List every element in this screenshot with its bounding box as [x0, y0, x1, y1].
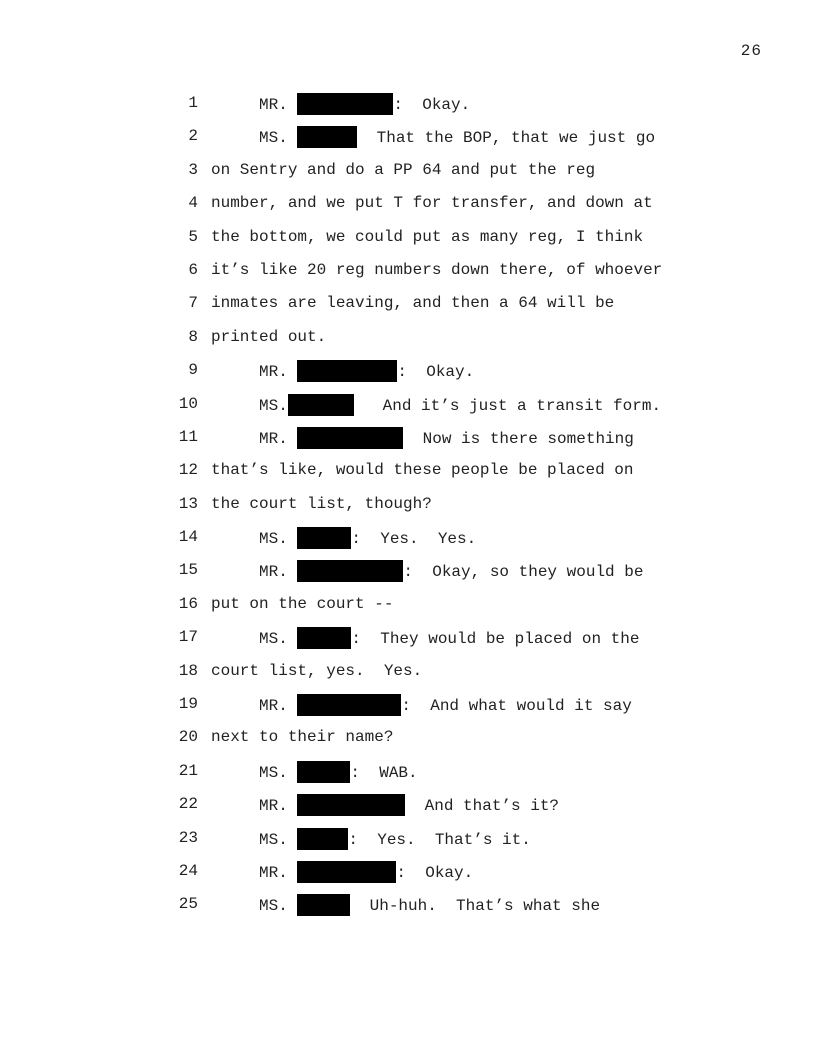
- transcript-line: [0, 193, 816, 226]
- redaction-bar: [288, 394, 354, 416]
- transcript-line: [0, 828, 816, 861]
- line-text: [259, 93, 470, 115]
- line-number: 3: [188, 160, 198, 179]
- text-segment: : They would be placed on the: [351, 630, 640, 649]
- line-text: [211, 594, 393, 614]
- transcript-line: [0, 227, 816, 260]
- line-text: [259, 126, 655, 148]
- line-number: 23: [178, 828, 198, 847]
- line-text: [259, 360, 474, 382]
- line-number: 9: [188, 361, 198, 380]
- transcript-line: [0, 894, 816, 927]
- redaction-bar: [297, 627, 351, 649]
- line-number: 10: [178, 394, 198, 413]
- transcript-line: [0, 794, 816, 827]
- redaction-bar: [297, 828, 348, 850]
- line-text: [259, 560, 643, 582]
- line-number: 16: [178, 594, 198, 613]
- text-segment: : Yes. That’s it.: [348, 830, 531, 849]
- text-segment: court list, yes. Yes.: [211, 661, 423, 680]
- line-text: [211, 260, 662, 280]
- text-segment: printed out.: [211, 327, 327, 346]
- line-number: 21: [178, 761, 198, 780]
- line-number: 15: [178, 561, 198, 580]
- text-segment: MS.: [259, 530, 298, 549]
- redaction-bar: [297, 527, 351, 549]
- line-number: 8: [188, 327, 198, 346]
- text-segment: MS.: [259, 897, 298, 916]
- text-segment: MR.: [259, 429, 298, 448]
- line-text: [211, 227, 643, 247]
- text-segment: MR.: [259, 363, 298, 382]
- transcript-line: [0, 327, 816, 360]
- line-number: 1: [188, 94, 198, 112]
- transcript-body: [0, 93, 816, 928]
- text-segment: the court list, though?: [211, 494, 432, 513]
- line-number: 11: [178, 427, 198, 446]
- line-text: [259, 427, 634, 449]
- transcript-line: [0, 761, 816, 794]
- line-number: 19: [178, 695, 198, 714]
- text-segment: number, and we put T for transfer, and down at: [211, 194, 653, 213]
- redaction-bar: [297, 794, 405, 816]
- line-text: [211, 160, 595, 180]
- transcript-line: [0, 560, 816, 593]
- transcript-line: [0, 861, 816, 894]
- text-segment: MR.: [259, 96, 298, 114]
- transcript-line: [0, 293, 816, 326]
- text-segment: it’s like 20 reg numbers down there, of whoever: [211, 260, 663, 279]
- transcript-line: [0, 126, 816, 159]
- line-text: [211, 193, 653, 213]
- line-text: [259, 894, 600, 916]
- text-segment: the bottom, we could put as many reg, I think: [211, 227, 644, 246]
- text-segment: : WAB.: [350, 763, 418, 782]
- line-number: 12: [178, 461, 198, 480]
- text-segment: MS.: [259, 763, 298, 782]
- line-number: 17: [178, 628, 198, 647]
- line-text: [259, 794, 559, 816]
- transcript-line: [0, 694, 816, 727]
- redaction-bar: [297, 360, 397, 382]
- text-segment: And it’s just a transit form.: [353, 396, 662, 415]
- text-segment: Now is there something: [403, 429, 634, 448]
- page-number: 26: [740, 42, 762, 60]
- transcript-line: [0, 661, 816, 694]
- line-text: [259, 828, 531, 850]
- line-number: 20: [178, 728, 198, 747]
- line-text: [259, 527, 476, 549]
- line-number: 7: [188, 294, 198, 313]
- text-segment: : Okay.: [396, 863, 474, 882]
- text-segment: MS.: [259, 630, 298, 649]
- text-segment: : Okay.: [397, 363, 475, 382]
- transcript-line: [0, 460, 816, 493]
- transcript-line: [0, 527, 816, 560]
- line-number: 4: [188, 194, 198, 213]
- line-number: 5: [188, 227, 198, 246]
- line-text: [211, 327, 326, 347]
- text-segment: on Sentry and do a PP 64 and put the reg: [211, 160, 596, 179]
- text-segment: MR.: [259, 697, 298, 716]
- line-number: 24: [178, 861, 198, 880]
- transcript-line: [0, 160, 816, 193]
- redaction-bar: [297, 861, 396, 883]
- line-text: [211, 460, 633, 480]
- line-number: 13: [178, 494, 198, 513]
- text-segment: That the BOP, that we just go: [357, 129, 656, 148]
- transcript-line: [0, 494, 816, 527]
- line-number: 14: [178, 528, 198, 547]
- line-number: 25: [178, 895, 198, 914]
- line-text: [211, 494, 432, 514]
- transcript-line: [0, 627, 816, 660]
- redaction-bar: [297, 694, 401, 716]
- line-text: [211, 661, 422, 681]
- redaction-bar: [297, 560, 403, 582]
- redaction-bar: [297, 894, 350, 916]
- text-segment: MS.: [259, 396, 288, 415]
- line-number: 6: [188, 260, 198, 279]
- text-segment: MR.: [259, 797, 298, 816]
- transcript-line: [0, 727, 816, 760]
- text-segment: Uh-huh. That’s what she: [350, 897, 601, 916]
- text-segment: MS.: [259, 830, 298, 849]
- text-segment: inmates are leaving, and then a 64 will be: [211, 294, 615, 313]
- line-text: [211, 293, 614, 313]
- redaction-bar: [297, 93, 393, 115]
- text-segment: And that’s it?: [405, 797, 560, 816]
- text-segment: that’s like, would these people be placed on: [211, 461, 634, 480]
- text-segment: MS.: [259, 129, 298, 148]
- line-text: [259, 694, 632, 716]
- text-segment: next to their name?: [211, 728, 394, 747]
- transcript-line: [0, 594, 816, 627]
- line-text: [259, 861, 473, 883]
- line-text: [259, 394, 661, 416]
- redaction-bar: [297, 427, 403, 449]
- text-segment: MR.: [259, 863, 298, 882]
- text-segment: : Okay.: [393, 96, 471, 114]
- line-text: [259, 627, 639, 649]
- redaction-bar: [297, 126, 357, 148]
- text-segment: : And what would it say: [401, 697, 632, 716]
- line-number: 2: [188, 127, 198, 146]
- line-text: [259, 761, 418, 783]
- transcript-line: [0, 394, 816, 427]
- transcript-line: [0, 427, 816, 460]
- line-text: [211, 727, 393, 747]
- line-number: 18: [178, 661, 198, 680]
- transcript-line: [0, 93, 816, 126]
- transcript-line: [0, 260, 816, 293]
- redaction-bar: [297, 761, 350, 783]
- text-segment: put on the court --: [211, 594, 394, 613]
- text-segment: : Okay, so they would be: [403, 563, 644, 582]
- line-number: 22: [178, 795, 198, 814]
- text-segment: : Yes. Yes.: [351, 530, 477, 549]
- transcript-line: [0, 360, 816, 393]
- text-segment: MR.: [259, 563, 298, 582]
